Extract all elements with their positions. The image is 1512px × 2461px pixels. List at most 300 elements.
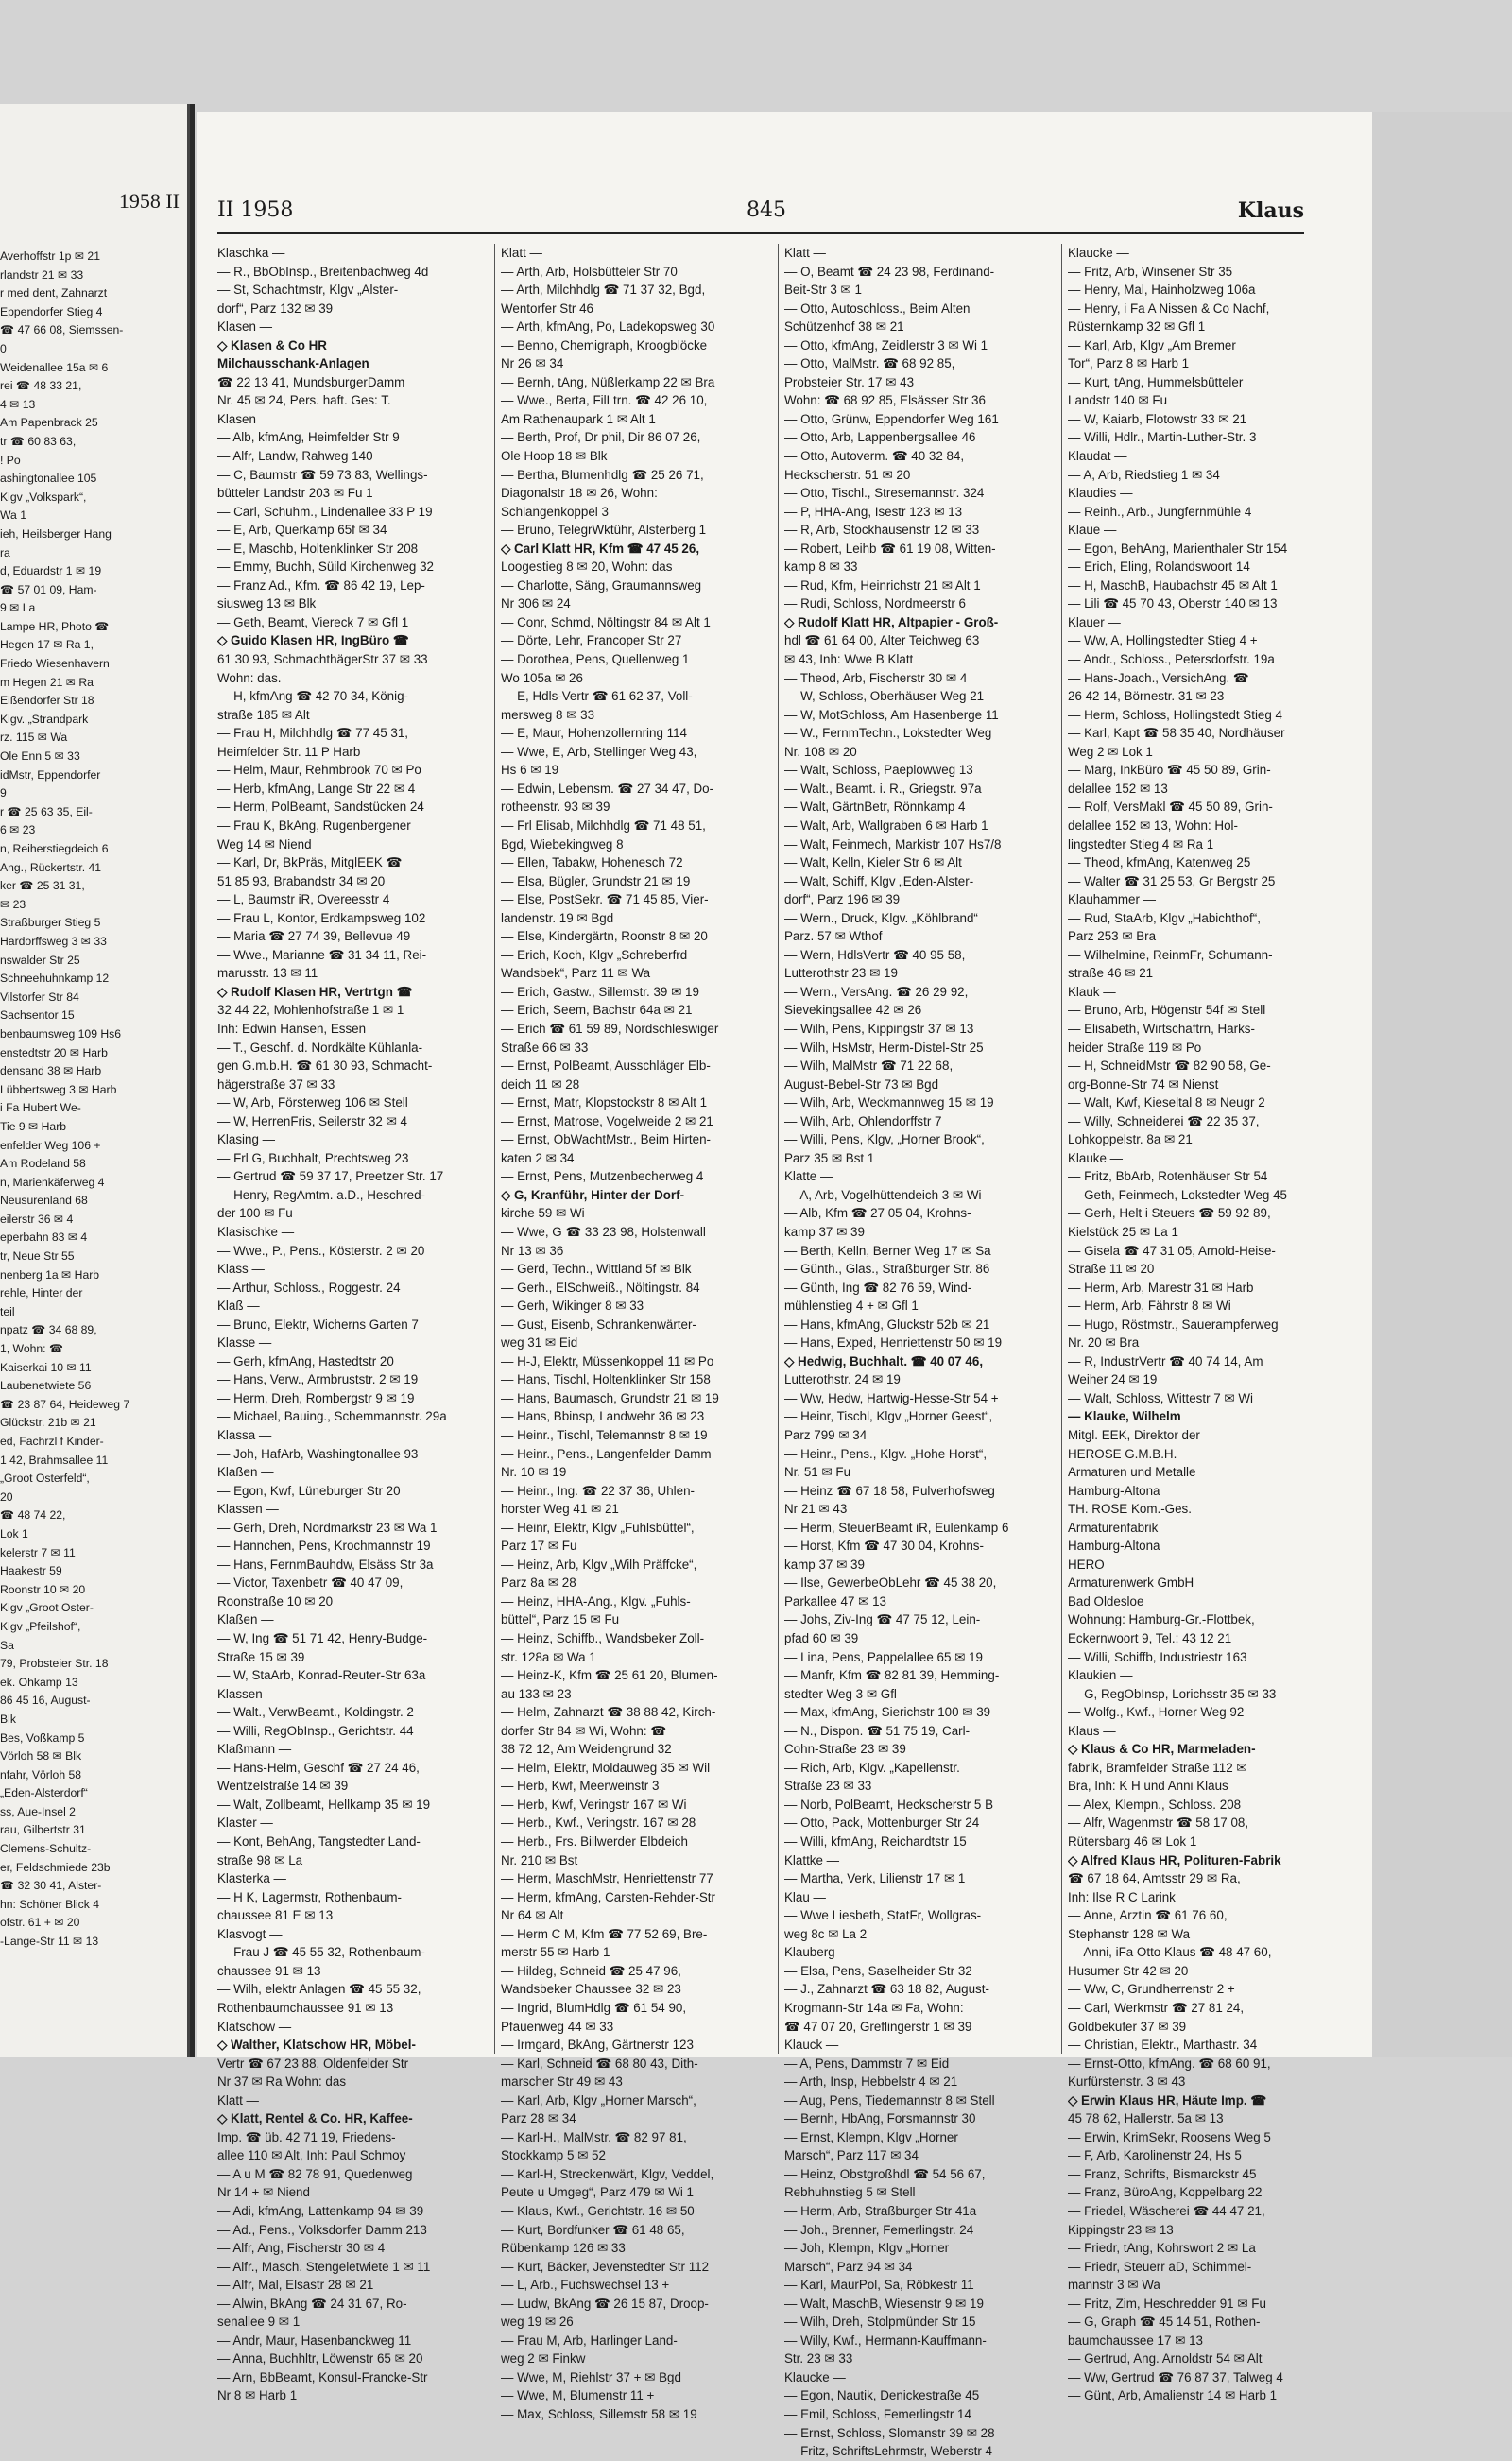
directory-entry-line: — Heinz ☎ 67 18 58, Pulverhofsweg xyxy=(784,1483,995,1498)
directory-entry-line: — Klauke, Wilhelm xyxy=(1068,1409,1181,1424)
directory-entry-line: Klassen — xyxy=(217,1686,279,1701)
previous-page-line: 4 ✉ 13 xyxy=(0,397,36,411)
directory-entry-line: — Joh, HafArb, Washingtonallee 93 xyxy=(217,1446,419,1461)
directory-entry-line: — Anna, Buchhltr, Löwenstr 65 ✉ 20 xyxy=(217,2351,423,2366)
directory-entry-line: — Wilh, MalMstr ☎ 71 22 68, xyxy=(784,1058,954,1074)
directory-entry-line: weg 2 ✉ Finkw xyxy=(501,2351,586,2366)
directory-entry-line: — Friedr, Steuerr aD, Schimmel- xyxy=(1068,2259,1252,2274)
directory-entry-line: — Norb, PolBeamt, Heckscherstr 5 B xyxy=(784,1797,994,1812)
directory-entry-line: — Edwin, Lebensm. ☎ 27 34 47, Do- xyxy=(501,781,714,796)
directory-entry-line: — Karl, MaurPol, Sa, Röbkestr 11 xyxy=(784,2278,974,2293)
previous-page-line: Klgv „Pfeilshof“, xyxy=(0,1619,81,1633)
directory-entry-line: — A, Arb, Riedstieg 1 ✉ 34 xyxy=(1068,467,1220,482)
previous-page-line: rei ☎ 48 33 21, xyxy=(0,379,82,393)
directory-entry-line: — W, Kaiarb, Flotowstr 33 ✉ 21 xyxy=(1068,411,1247,426)
directory-entry-line: — Willi, Hdlr., Martin-Luther-Str. 3 xyxy=(1068,430,1257,445)
directory-entry-line: dorf“, Parz 196 ✉ 39 xyxy=(784,892,901,907)
previous-page-line: Lübbertsweg 3 ✉ Harb xyxy=(0,1082,117,1096)
directory-entry-line: — Henry, Mal, Hainholzweg 106a xyxy=(1068,283,1256,298)
previous-page-line: ss, Aue-Insel 2 xyxy=(0,1804,76,1818)
directory-entry-line: — W., FernmTechn., Lokstedter Weg xyxy=(784,726,992,741)
directory-entry-line: stedter Weg 3 ✉ Gfl xyxy=(784,1686,897,1701)
directory-entry-line: — Franz, BüroAng, Koppelbarg 22 xyxy=(1068,2185,1263,2200)
directory-entry-line: — Carl, Schuhm., Lindenallee 33 P 19 xyxy=(217,504,433,519)
directory-entry-line: — Anne, Arztin ☎ 61 76 60, xyxy=(1068,1908,1228,1923)
directory-entry-line: — Friedel, Wäscherei ☎ 44 47 21, xyxy=(1068,2203,1265,2218)
directory-entry-line: — Alex, Klempn., Schloss. 208 xyxy=(1068,1797,1242,1812)
directory-entry-line: ◇ Guido Klasen HR, IngBüro ☎ xyxy=(217,633,409,648)
directory-entry-line: rotheenstr. 93 ✉ 39 xyxy=(501,800,610,815)
previous-page-line: ed, Fachrzl f Kinder- xyxy=(0,1435,104,1448)
directory-entry-line: Nr. 108 ✉ 20 xyxy=(784,744,857,759)
previous-page-line: kelerstr 7 ✉ 11 xyxy=(0,1545,76,1559)
directory-entry-line: str. 128a ✉ Wa 1 xyxy=(501,1649,596,1664)
directory-entry-line: Bad Oldesloe xyxy=(1068,1593,1144,1609)
directory-entry-line: Lutterothstr 23 ✉ 19 xyxy=(784,966,898,981)
directory-entry-line: — Walt., Beamt. i. R., Griegstr. 97a xyxy=(784,781,982,796)
directory-entry-line: — Wwe, E, Arb, Stellinger Weg 43, xyxy=(501,744,697,759)
previous-page-header: 1958 II xyxy=(118,189,180,213)
directory-entry-line: Klaschka — xyxy=(217,246,285,260)
directory-entry-line: — Gerd, Techn., Wittland 5f ✉ Blk xyxy=(501,1262,692,1277)
directory-entry-line: — Herm, Arb, Marestr 31 ✉ Harb xyxy=(1068,1280,1254,1295)
directory-entry-line: — Theod, Arb, Fischerstr 30 ✉ 4 xyxy=(784,670,968,685)
directory-entry-line: — Karl, Kapt ☎ 58 35 40, Nordhäuser xyxy=(1068,726,1285,741)
directory-entry-line: 51 85 93, Brabandstr 34 ✉ 20 xyxy=(217,873,386,888)
directory-entry-line: — Günt, Arb, Amalienstr 14 ✉ Harb 1 xyxy=(1068,2388,1278,2403)
directory-entry-line: — Anni, iFa Otto Klaus ☎ 48 47 60, xyxy=(1068,1945,1272,1960)
directory-entry-line: — Heinz, Schiffb., Wandsbeker Zoll- xyxy=(501,1631,705,1646)
previous-page-line: Klgv „Groot Oster- xyxy=(0,1601,94,1615)
directory-entry-line: weg 8c ✉ La 2 xyxy=(784,1926,868,1941)
directory-entry-line: — Otto, kfmAng, Zeidlerstr 3 ✉ Wi 1 xyxy=(784,337,988,353)
directory-entry-line: — Egon, Nautik, Denickestraße 45 xyxy=(784,2388,980,2403)
directory-entry-line: — Ernst, ObWachtMstr., Beim Hirten- xyxy=(501,1132,711,1147)
previous-page-line: er, Feldschmiede 23b xyxy=(0,1860,111,1874)
directory-entry-line: — Erich, Koch, Klgv „Schreberfrd xyxy=(501,947,688,962)
directory-entry-line: — Reinh., Arb., Jungfernmühle 4 xyxy=(1068,504,1252,519)
previous-page-line: Lok 1 xyxy=(0,1526,28,1540)
directory-entry-line: büttel“, Parz 15 ✉ Fu xyxy=(501,1612,620,1627)
directory-entry-line: Loogestieg 8 ✉ 20, Wohn: das xyxy=(501,559,673,575)
directory-entry-line: Vertr ☎ 67 23 88, Oldenfelder Str xyxy=(217,2056,409,2071)
previous-page-line: 9 xyxy=(0,786,7,800)
directory-entry-line: allee 110 ✉ Alt, Inh: Paul Schmoy xyxy=(217,2148,406,2163)
directory-entry-line: — Heinz, Obstgroßhdl ☎ 54 56 67, xyxy=(784,2166,986,2181)
directory-entry-line: — Hans, Bbinsp, Landwehr 36 ✉ 23 xyxy=(501,1409,705,1424)
header-rule xyxy=(217,232,1304,234)
directory-entry-line: — E, Hdls-Vertr ☎ 61 62 37, Voll- xyxy=(501,689,693,704)
directory-entry-line: — Alb, kfmAng, Heimfelder Str 9 xyxy=(217,430,400,445)
directory-entry-line: — N., Dispon. ☎ 51 75 19, Carl- xyxy=(784,1723,971,1738)
directory-entry-line: — L, Baumstr iR, Overeesstr 4 xyxy=(217,892,390,907)
directory-entry-line: ☎ 67 18 64, Amtsstr 29 ✉ Ra, xyxy=(1068,1871,1241,1886)
directory-entry-line: — Herb, Kwf, Meerweinstr 3 xyxy=(501,1779,660,1794)
directory-entry-line: — H K, Lagermstr, Rothenbaum- xyxy=(217,1889,402,1904)
directory-entry-line: — St, Schachtmstr, Klgv „Alster- xyxy=(217,283,399,298)
directory-entry-line: — Hans, Exped, Henriettenstr 50 ✉ 19 xyxy=(784,1335,1003,1351)
directory-entry-line: — Arn, BbBeamt, Konsul-Francke-Str xyxy=(217,2369,428,2384)
previous-page-line: Laubenetwiete 56 xyxy=(0,1379,92,1393)
previous-page-line: Weidenallee 15a ✉ 6 xyxy=(0,360,109,374)
directory-entry-line: — Lina, Pens, Pappelallee 65 ✉ 19 xyxy=(784,1649,983,1664)
directory-entry-line: ◇ Klasen & Co HR xyxy=(217,337,327,353)
directory-entry-line: — H-J, Elektr, Müssenkoppel 11 ✉ Po xyxy=(501,1353,714,1368)
directory-entry-line: ◇ Hedwig, Buchhalt. ☎ 40 07 46, xyxy=(784,1353,984,1368)
directory-entry-line: — Herm, Schloss, Hollingstedt Stieg 4 xyxy=(1068,707,1282,722)
directory-entry-line: — Wilh, Pens, Kippingstr 37 ✉ 13 xyxy=(784,1021,974,1036)
directory-entry-line: — Herm, PolBeamt, Sandstücken 24 xyxy=(217,800,424,815)
directory-entry-line: — Heinz, HHA-Ang., Klgv. „Fuhls- xyxy=(501,1593,691,1609)
directory-entry-line: ✉ 43, Inh: Wwe B Klatt xyxy=(784,652,914,667)
previous-page-line: ashingtonallee 105 xyxy=(0,472,97,486)
directory-entry-line: Heckscherstr. 51 ✉ 20 xyxy=(784,467,911,482)
previous-page-line: 0 xyxy=(0,341,7,355)
directory-entry-line: — Ww, A, Hollingstedter Stieg 4 + xyxy=(1068,633,1258,648)
previous-page-line: rlandstr 21 ✉ 33 xyxy=(0,267,84,282)
directory-entry-line: — Wern., VersAng. ☎ 26 29 92, xyxy=(784,984,969,999)
directory-entry-line: — Arth, Arb, Holsbütteler Str 70 xyxy=(501,264,678,279)
directory-column-4 xyxy=(1068,244,1347,2405)
directory-entry-line: Landstr 140 ✉ Fu xyxy=(1068,393,1168,408)
directory-entry-line: Nr 64 ✉ Alt xyxy=(501,1908,564,1923)
directory-entry-line: — Dörte, Lehr, Francoper Str 27 xyxy=(501,633,682,648)
directory-entry-line: Goldbekufer 37 ✉ 39 xyxy=(1068,2019,1187,2034)
directory-entry-line: mühlenstieg 4 + ✉ Gfl 1 xyxy=(784,1299,919,1314)
directory-entry-line: — Max, Schloss, Sillemstr 58 ✉ 19 xyxy=(501,2406,697,2421)
directory-entry-line: — Wilh, Dreh, Stolpmünder Str 15 xyxy=(784,2315,976,2330)
previous-page-line: rehle, Hinter der xyxy=(0,1286,83,1300)
directory-page xyxy=(197,112,1372,2459)
directory-entry-line: hägerstraße 37 ✉ 33 xyxy=(217,1076,335,1092)
directory-entry-line: August-Bebel-Str 73 ✉ Bgd xyxy=(784,1076,939,1092)
directory-entry-line: — Hans, FernmBauhdw, Elsäss Str 3a xyxy=(217,1557,434,1572)
directory-entry-line: Cohn-Straße 23 ✉ 39 xyxy=(784,1742,906,1757)
directory-entry-line: — Adi, kfmAng, Lattenkamp 94 ✉ 39 xyxy=(217,2203,424,2218)
previous-page-line: Am Rodeland 58 xyxy=(0,1157,86,1171)
directory-entry-line: — Marg, InkBüro ☎ 45 50 89, Grin- xyxy=(1068,763,1271,778)
directory-entry-line: — P, HHA-Ang, Isestr 123 ✉ 13 xyxy=(784,504,963,519)
directory-entry-line: weg 31 ✉ Eid xyxy=(501,1335,578,1351)
directory-entry-line: senallee 9 ✉ 1 xyxy=(217,2315,301,2330)
previous-page-line: ker ☎ 25 31 31, xyxy=(0,879,85,893)
directory-entry-line: — Irmgard, BkAng, Gärtnerstr 123 xyxy=(501,2038,694,2053)
directory-entry-line: — Lili ☎ 45 70 43, Oberstr 140 ✉ 13 xyxy=(1068,596,1278,611)
directory-entry-line: Nr 8 ✉ Harb 1 xyxy=(217,2388,298,2403)
directory-entry-line: kamp 37 ✉ 39 xyxy=(784,1224,865,1239)
directory-entry-line: — Rudi, Schloss, Nordmeerstr 6 xyxy=(784,596,966,611)
directory-entry-line: — Frau L, Kontor, Erdkampsweg 102 xyxy=(217,910,426,925)
directory-entry-line: Heimfelder Str. 11 P Harb xyxy=(217,744,361,759)
directory-entry-line: — A, Pens, Dammstr 7 ✉ Eid xyxy=(784,2056,950,2071)
directory-entry-line: — Wern., Druck, Klgv. „Köhlbrand“ xyxy=(784,910,978,925)
directory-entry-line: Parz 8a ✉ 28 xyxy=(501,1575,576,1591)
previous-page-line: ek. Ohkamp 13 xyxy=(0,1675,78,1689)
directory-entry-line: — Wilh, HsMstr, Herm-Distel-Str 25 xyxy=(784,1040,984,1055)
directory-entry-line: TH. ROSE Kom.-Ges. xyxy=(1068,1502,1192,1517)
directory-entry-line: Nr. 20 ✉ Bra xyxy=(1068,1335,1140,1351)
directory-entry-line: — Gerh, Wikinger 8 ✉ 33 xyxy=(501,1299,644,1314)
directory-entry-line: Klatt — xyxy=(217,2092,259,2108)
directory-entry-line: — Walter ☎ 31 25 53, Gr Bergstr 25 xyxy=(1068,873,1276,888)
directory-entry-line: siusweg 13 ✉ Blk xyxy=(217,596,317,611)
directory-entry-line: ◇ Carl Klatt HR, Kfm ☎ 47 45 26, xyxy=(501,541,700,556)
directory-entry-line: — Ellen, Tabakw, Hohenesch 72 xyxy=(501,855,683,870)
directory-entry-line: — Walt, Arb, Wallgraben 6 ✉ Harb 1 xyxy=(784,817,988,833)
directory-entry-line: ◇ Rudolf Klasen HR, Vertrtgn ☎ xyxy=(217,984,413,999)
directory-entry-line: katen 2 ✉ 34 xyxy=(501,1150,575,1165)
directory-entry-line: — Andr, Maur, Hasenbanckweg 11 xyxy=(217,2332,412,2348)
previous-page-line: enfelder Weg 106 + xyxy=(0,1138,101,1152)
previous-page-line: Hardorffsweg 3 ✉ 33 xyxy=(0,934,107,948)
directory-entry-line: Marsch“, Parz 117 ✉ 34 xyxy=(784,2148,919,2163)
previous-page-line: „Groot Osterfeld“, xyxy=(0,1471,90,1486)
directory-entry-line: — Hans-Helm, Geschf ☎ 27 24 46, xyxy=(217,1760,420,1775)
directory-entry-line: — Berth, Prof, Dr phil, Dir 86 07 26, xyxy=(501,430,701,445)
directory-entry-line: — J., Zahnarzt ☎ 63 18 82, August- xyxy=(784,1982,989,1997)
directory-entry-line: — Hugo, Röstmstr., Sauerampferweg xyxy=(1068,1317,1279,1332)
directory-entry-line: — Hans-Joach., VersichAng. ☎ xyxy=(1068,670,1249,685)
previous-page-line: Am Papenbrack 25 xyxy=(0,416,98,430)
directory-entry-line: — Arth, Insp, Hebbelstr 4 ✉ 21 xyxy=(784,2074,958,2090)
directory-entry-line: — Fritz, BbArb, Rotenhäuser Str 54 xyxy=(1068,1169,1268,1184)
previous-page-line: Sa xyxy=(0,1638,14,1652)
directory-entry-line: — Otto, Pack, Mottenburger Str 24 xyxy=(784,1816,980,1831)
directory-entry-line: — Hans, Tischl, Holtenklinker Str 158 xyxy=(501,1372,711,1387)
directory-entry-line: — A, Arb, Vogelhüttendeich 3 ✉ Wi xyxy=(784,1187,982,1202)
directory-entry-line: 38 72 12, Am Weidengrund 32 xyxy=(501,1742,672,1757)
previous-page-line: Vilstorfer Str 84 xyxy=(0,990,79,1004)
directory-entry-line: — W, Arb, Försterweg 106 ✉ Stell xyxy=(217,1095,408,1110)
previous-page-line: Kaiserkai 10 ✉ 11 xyxy=(0,1360,92,1374)
book-gutter xyxy=(190,104,195,2057)
directory-entry-line: Hamburg-Altona xyxy=(1068,1539,1160,1554)
column-divider xyxy=(1061,244,1062,2054)
directory-entry-line: — Gerh, Dreh, Nordmarkstr 23 ✉ Wa 1 xyxy=(217,1520,438,1535)
directory-entry-line: — Franz Ad., Kfm. ☎ 86 42 19, Lep- xyxy=(217,577,425,593)
directory-entry-line: — Herb., Kwf., Veringstr. 167 ✉ 28 xyxy=(501,1816,696,1831)
directory-entry-line: — Ernst, Pens, Mutzenbecherweg 4 xyxy=(501,1169,704,1184)
directory-entry-line: Klauhammer — xyxy=(1068,892,1157,907)
previous-page-line: i Fa Hubert We- xyxy=(0,1101,81,1115)
directory-entry-line: — O, Beamt ☎ 24 23 98, Ferdinand- xyxy=(784,264,995,279)
directory-entry-line: mersweg 8 ✉ 33 xyxy=(501,707,595,722)
previous-page-text xyxy=(0,248,185,1952)
directory-entry-line: Tor“, Parz 8 ✉ Harb 1 xyxy=(1068,356,1190,371)
directory-entry-line: HERO xyxy=(1068,1557,1105,1572)
directory-entry-line: Parz 253 ✉ Bra xyxy=(1068,929,1157,944)
directory-entry-line: — Theod, kfmAng, Katenweg 25 xyxy=(1068,855,1251,870)
directory-entry-line: Inh: Ilse R C Larink xyxy=(1068,1889,1176,1904)
directory-entry-line: — Gerh., ElSchweiß., Nöltingstr. 84 xyxy=(501,1280,700,1295)
directory-entry-line: — Ilse, GewerbeObLehr ☎ 45 38 20, xyxy=(784,1575,997,1591)
directory-entry-line: — E, Arb, Querkamp 65f ✉ 34 xyxy=(217,523,387,538)
directory-entry-line: — Bertha, Blumenhdlg ☎ 25 26 71, xyxy=(501,467,704,482)
previous-page-line: 1, Wohn: ☎ xyxy=(0,1342,64,1356)
directory-entry-line: Klaudies — xyxy=(1068,486,1133,501)
previous-page-line: 20 xyxy=(0,1489,13,1504)
directory-entry-line: — Rich, Arb, Klgv. „Kapellenstr. xyxy=(784,1760,960,1775)
previous-page-line: m Hegen 21 ✉ Ra xyxy=(0,675,94,689)
previous-page-line: r med dent, Zahnarzt xyxy=(0,286,108,301)
directory-entry-line: — Gertrud ☎ 59 37 17, Preetzer Str. 17 xyxy=(217,1169,444,1184)
directory-entry-line: Klaukien — xyxy=(1068,1668,1133,1683)
directory-entry-line: — Ww, Gertrud ☎ 76 87 37, Talweg 4 xyxy=(1068,2369,1283,2384)
directory-entry-line: Klaudat — xyxy=(1068,449,1127,464)
directory-entry-line: Pfauenweg 44 ✉ 33 xyxy=(501,2019,614,2034)
directory-entry-line: — Ww, Hedw, Hartwig-Hesse-Str 54 + xyxy=(784,1390,999,1405)
directory-entry-line: — Walt., VerwBeamt., Koldingstr. 2 xyxy=(217,1705,414,1720)
directory-entry-line: — Elsa, Bügler, Grundstr 21 ✉ 19 xyxy=(501,873,691,888)
directory-entry-line: Straße 11 ✉ 20 xyxy=(1068,1262,1155,1277)
directory-entry-line: Weg 14 ✉ Niend xyxy=(217,836,312,852)
previous-page-line: npatz ☎ 34 68 89, xyxy=(0,1323,97,1337)
directory-entry-line: — Heinr, Tischl, Klgv „Horner Geest“, xyxy=(784,1409,993,1424)
directory-entry-line: Krogmann-Str 14a ✉ Fa, Wohn: xyxy=(784,2000,964,2015)
directory-entry-line: — H, SchneidMstr ☎ 82 90 58, Ge- xyxy=(1068,1058,1271,1074)
directory-entry-line: Rübenkamp 126 ✉ 33 xyxy=(501,2241,626,2256)
directory-entry-line: — W, Schloss, Oberhäuser Weg 21 xyxy=(784,689,985,704)
directory-entry-line: — Herm, Arb, Fährstr 8 ✉ Wi xyxy=(1068,1299,1231,1314)
directory-entry-line: Wandsbeker Chaussee 32 ✉ 23 xyxy=(501,1982,681,1997)
directory-entry-line: — Herm, Arb, Straßburger Str 41a xyxy=(784,2203,977,2218)
directory-entry-line: — Joh, Klempn, Klgv „Horner xyxy=(784,2241,950,2256)
directory-entry-line: — Bruno, TelegrWktühr, Alsterberg 1 xyxy=(501,523,707,538)
directory-entry-line: au 133 ✉ 23 xyxy=(501,1686,572,1701)
directory-entry-line: Klasing — xyxy=(217,1132,276,1147)
previous-page-line: Glückstr. 21b ✉ 21 xyxy=(0,1416,96,1430)
directory-entry-line: pfad 60 ✉ 39 xyxy=(784,1631,859,1646)
directory-entry-line: Klaßen — xyxy=(217,1465,274,1480)
directory-entry-line: — Charlotte, Säng, Graumannsweg xyxy=(501,577,702,593)
previous-page-line: Bes, Voßkamp 5 xyxy=(0,1730,85,1745)
directory-entry-line: Kielstück 25 ✉ La 1 xyxy=(1068,1224,1178,1239)
directory-entry-line: — Herb., Frs. Billwerder Elbdeich xyxy=(501,1834,688,1850)
previous-page-line: rz. 115 ✉ Wa xyxy=(0,731,68,745)
previous-page-line: densand 38 ✉ Harb xyxy=(0,1064,102,1078)
directory-entry-line: — R, IndustrVertr ☎ 40 74 14, Am xyxy=(1068,1353,1263,1368)
directory-entry-line: — Klaus, Kwf., Gerichtstr. 16 ✉ 50 xyxy=(501,2203,695,2218)
directory-entry-line: — Horst, Kfm ☎ 47 30 04, Krohns- xyxy=(784,1539,984,1554)
previous-page-line: ☎ 23 87 64, Heideweg 7 xyxy=(0,1397,130,1411)
directory-entry-line: — Ad., Pens., Volksdorfer Damm 213 xyxy=(217,2222,427,2237)
previous-page-line: 86 45 16, August- xyxy=(0,1694,91,1708)
previous-page-line: Ang., Rückertstr. 41 xyxy=(0,860,102,874)
directory-entry-line: — Wilh, Arb, Ohlendorffstr 7 xyxy=(784,1113,942,1128)
directory-entry-line: Klauk — xyxy=(1068,984,1116,999)
directory-entry-line: — Willi, RegObInsp., Gerichtstr. 44 xyxy=(217,1723,414,1738)
directory-entry-line: Klatt — xyxy=(784,246,826,260)
directory-entry-line: — Otto, Tischl., Stresemannstr. 324 xyxy=(784,486,985,501)
directory-entry-line: Weiher 24 ✉ 19 xyxy=(1068,1372,1158,1387)
directory-entry-line: — F, Arb, Karolinenstr 24, Hs 5 xyxy=(1068,2148,1242,2163)
directory-entry-line: — Rolf, VersMakl ☎ 45 50 89, Grin- xyxy=(1068,800,1273,815)
directory-entry-line: chaussee 91 ✉ 13 xyxy=(217,1963,321,1978)
directory-entry-line: Klasvogt — xyxy=(217,1926,283,1941)
directory-entry-line: — Robert, Leihb ☎ 61 19 08, Witten- xyxy=(784,541,996,556)
directory-entry-line: — Walt, MaschB, Wiesenstr 9 ✉ 19 xyxy=(784,2296,984,2311)
previous-page-line: Neusurenland 68 xyxy=(0,1194,88,1208)
previous-page-line: rau, Gilbertstr 31 xyxy=(0,1823,86,1837)
directory-entry-line: Am Rathenaupark 1 ✉ Alt 1 xyxy=(501,411,656,426)
directory-entry-line: — Kont, BehAng, Tangstedter Land- xyxy=(217,1834,421,1850)
previous-page-line: ! Po xyxy=(0,453,21,467)
directory-entry-line: dorf“, Parz 132 ✉ 39 xyxy=(217,301,334,316)
directory-entry-line: — Max, kfmAng, Sierichstr 100 ✉ 39 xyxy=(784,1705,991,1720)
page-number: 845 xyxy=(747,198,786,222)
directory-entry-line: Husumer Str 42 ✉ 20 xyxy=(1068,1963,1189,1978)
directory-entry-line: — Heinr., Pens., Klgv. „Hohe Horst“, xyxy=(784,1446,988,1461)
directory-entry-line: Hs 6 ✉ 19 xyxy=(501,763,559,778)
directory-entry-line: — Wern, HdlsVertr ☎ 40 95 58, xyxy=(784,947,966,962)
directory-entry-line: — Gerh, Helt i Steuers ☎ 59 92 89, xyxy=(1068,1206,1271,1221)
directory-entry-line: — Henry, RegAmtm. a.D., Heschred- xyxy=(217,1187,426,1202)
directory-entry-line: — Johs, Ziv-Ing ☎ 47 75 12, Lein- xyxy=(784,1612,981,1627)
directory-entry-line: — Willy, Schneiderei ☎ 22 35 37, xyxy=(1068,1113,1260,1128)
directory-entry-line: — Wilhelmine, ReinmFr, Schumann- xyxy=(1068,947,1273,962)
previous-page-line: eilerstr 36 ✉ 4 xyxy=(0,1212,74,1226)
directory-entry-line: — Gerh, kfmAng, Hastedtstr 20 xyxy=(217,1353,394,1368)
directory-entry-line: Weg 2 ✉ Lok 1 xyxy=(1068,744,1153,759)
directory-entry-line: Eckernwoort 9, Tel.: 43 12 21 xyxy=(1068,1631,1232,1646)
directory-entry-line: Wohnung: Hamburg-Gr.-Flottbek, xyxy=(1068,1612,1255,1627)
directory-entry-line: Klauke — xyxy=(1068,1150,1124,1165)
directory-entry-line: Peute u Umgeg“, Parz 479 ✉ Wi 1 xyxy=(501,2185,694,2200)
directory-entry-line: Wo 105a ✉ 26 xyxy=(501,670,583,685)
previous-page-line: r ☎ 25 63 35, Eil- xyxy=(0,804,93,818)
previous-page-line: ra xyxy=(0,545,10,559)
directory-entry-line: — Gust, Eisenb, Schrankenwärter- xyxy=(501,1317,696,1332)
directory-entry-line: — Ernst-Otto, kfmAng. ☎ 68 60 91, xyxy=(1068,2056,1271,2071)
directory-entry-line: Klasen — xyxy=(217,319,273,335)
directory-entry-line: Mitgl. EEK, Direktor der xyxy=(1068,1428,1200,1442)
previous-page-line: 6 ✉ 23 xyxy=(0,823,36,837)
directory-entry-line: — Elsa, Pens, Saselheider Str 32 xyxy=(784,1963,972,1978)
directory-entry-line: Parkallee 47 ✉ 13 xyxy=(784,1593,886,1609)
directory-entry-line: gen G.m.b.H. ☎ 61 30 93, Schmacht- xyxy=(217,1058,433,1074)
directory-entry-line: — Conr, Schmd, Nöltingstr 84 ✉ Alt 1 xyxy=(501,614,711,629)
directory-entry-line: — Helm, Elektr, Moldauweg 35 ✉ Wil xyxy=(501,1760,711,1775)
directory-entry-line: Klauck — xyxy=(784,2038,839,2053)
directory-entry-line: Parz 799 ✉ 34 xyxy=(784,1428,868,1442)
directory-entry-line: — Emmy, Buchh, Süild Kirchenweg 32 xyxy=(217,559,434,575)
previous-page-line: ✉ 23 xyxy=(0,897,26,911)
directory-entry-line: — Günth., Glas., Straßburger Str. 86 xyxy=(784,1262,990,1277)
directory-entry-line: — Hans, Baumasch, Grundstr 21 ✉ 19 xyxy=(501,1390,719,1405)
directory-entry-line: Nr 21 ✉ 43 xyxy=(784,1502,848,1517)
directory-entry-line: — H, kfmAng ☎ 42 70 34, König- xyxy=(217,689,409,704)
directory-entry-line: Parz 28 ✉ 34 xyxy=(501,2111,576,2126)
column-divider xyxy=(494,244,495,2054)
directory-entry-line: Straße 66 ✉ 33 xyxy=(501,1040,589,1055)
directory-entry-line: — Fritz, SchriftsLehrmstr, Weberstr 4 xyxy=(784,2444,992,2459)
previous-page-line: Straßburger Stieg 5 xyxy=(0,916,101,930)
previous-page xyxy=(0,104,190,2057)
directory-entry-line: ◇ Klatt, Rentel & Co. HR, Kaffee- xyxy=(217,2111,413,2126)
previous-page-line: Tie 9 ✉ Harb xyxy=(0,1119,67,1133)
directory-entry-line: — Frl G, Buchhalt, Prechtsweg 23 xyxy=(217,1150,409,1165)
directory-entry-line: Sievekingsallee 42 ✉ 26 xyxy=(784,1003,922,1018)
directory-entry-line: — Frau H, Milchhdlg ☎ 77 45 31, xyxy=(217,726,409,741)
column-divider xyxy=(778,244,779,2054)
page-header xyxy=(217,198,1304,232)
directory-entry-line: — Karl-H, Streckenwärt, Klgv, Veddel, xyxy=(501,2166,714,2181)
directory-entry-line: — Otto, Arb, Lappenbergsallee 46 xyxy=(784,430,976,445)
directory-entry-line: Diagonalstr 18 ✉ 26, Wohn: xyxy=(501,486,658,501)
directory-entry-line: landenstr. 19 ✉ Bgd xyxy=(501,910,614,925)
directory-entry-line: — Heinr., Tischl, Telemannstr 8 ✉ 19 xyxy=(501,1428,708,1442)
previous-page-line: hn: Schöner Blick 4 xyxy=(0,1897,100,1911)
